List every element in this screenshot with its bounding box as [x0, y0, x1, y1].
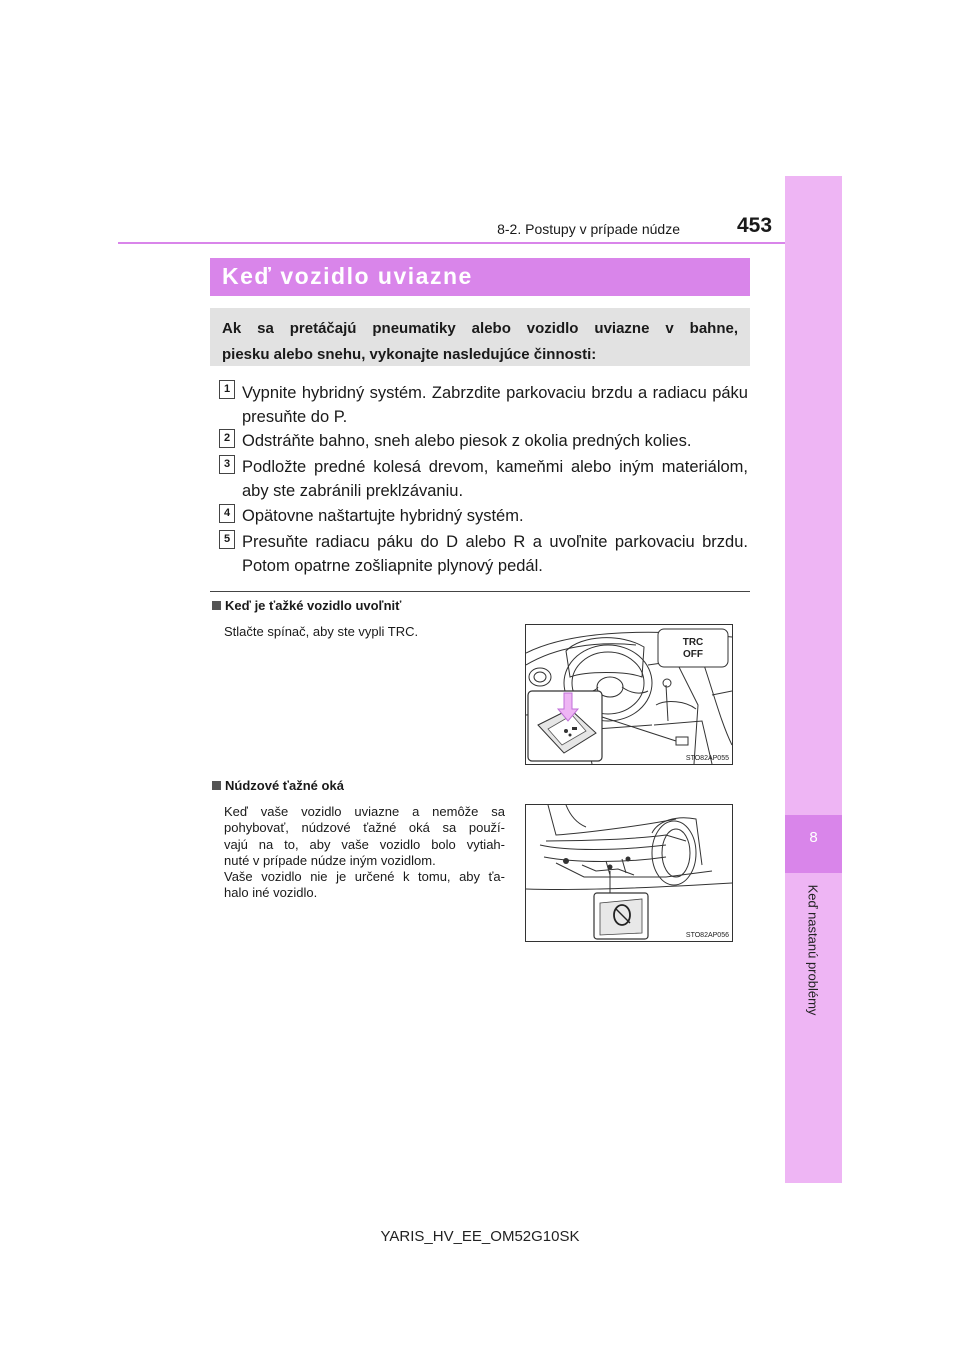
- step-line: Potom opatrne zošliapnite plynový pedál.: [242, 557, 543, 575]
- note-line: nuté v prípade núdze iným vozidlom.: [224, 852, 436, 868]
- trc-off-illustration: [525, 624, 733, 765]
- step-number: 2: [219, 429, 235, 448]
- step-number: 1: [219, 380, 235, 399]
- note-heading-text: Keď je ťažké vozidlo uvoľniť: [225, 598, 402, 613]
- note-heading-text: Núdzové ťažné oká: [225, 778, 344, 793]
- towing-eye-illustration: [525, 804, 733, 942]
- dashboard-drawing: [526, 625, 732, 764]
- step-text: [242, 381, 748, 429]
- car-underside-drawing: [526, 805, 732, 941]
- document-footer: YARIS_HV_EE_OM52G10SK: [380, 1228, 580, 1245]
- chapter-side-tab: [785, 176, 842, 1183]
- step-line: Opätovne naštartujte hybridný systém.: [242, 507, 524, 525]
- bullet-square-icon: [212, 781, 221, 790]
- note-line: vajú na to, aby vaše vozidlo bolo vytiah-: [224, 836, 505, 852]
- step-line: Podložte predné kolesá drevom, kameňmi alebo iným materiálom,: [242, 458, 748, 476]
- intro-box: [210, 308, 750, 366]
- chapter-number: 8: [809, 829, 818, 846]
- step-number: 5: [219, 530, 235, 549]
- step-line: Presuňte radiacu páku do D alebo R a uvoľnite parkovaciu brzdu.: [242, 533, 748, 551]
- note-body: [224, 804, 505, 902]
- section-label: 8-2. Postupy v prípade núdze: [497, 221, 680, 237]
- header-rule: [118, 242, 785, 244]
- chapter-title: Keď nastanú problémy: [805, 884, 821, 1016]
- intro-line: piesku alebo snehu, vykonajte nasledujúce činnosti:: [222, 346, 597, 363]
- page-number: 453: [737, 214, 773, 237]
- section-divider: [210, 591, 750, 592]
- step-number: 3: [219, 455, 235, 474]
- note-heading: [212, 598, 401, 613]
- step-text: [242, 429, 748, 453]
- note-line: halo iné vozidlo.: [224, 885, 318, 901]
- step-line: aby ste zabránili preklzávaniu.: [242, 482, 464, 500]
- step-text: [242, 530, 748, 578]
- step-line: Odstráňte bahno, sneh alebo piesok z okolia predných kolies.: [242, 432, 692, 450]
- step-text: [242, 455, 748, 503]
- note-line: Keď vaše vozidlo uviazne a nemôže sa: [224, 804, 505, 819]
- page-title: Keď vozidlo uviazne: [222, 263, 473, 289]
- figure-code: STO82AP056: [685, 932, 729, 939]
- off-label: OFF: [683, 649, 703, 660]
- step-line: presuňte do P.: [242, 408, 348, 426]
- note-line: pohybovať, núdzové ťažné oká sa použí-: [224, 820, 505, 836]
- intro-line: Ak sa pretáčajú pneumatiky alebo vozidlo uviazne v bahne,: [222, 320, 738, 337]
- step-number: 4: [219, 504, 235, 523]
- note-line: Stlačte spínač, aby ste vypli TRC.: [224, 624, 419, 639]
- step-line: Vypnite hybridný systém. Zabrzdite parkovaciu brzdu a radiacu páku: [242, 384, 748, 402]
- figure-code: STO82AP055: [685, 755, 729, 762]
- note-body: [224, 624, 504, 640]
- trc-label: TRC: [682, 637, 704, 648]
- note-line: Vaše vozidlo nie je určené k tomu, aby ťa-: [224, 869, 505, 885]
- note-heading: [212, 778, 344, 793]
- bullet-square-icon: [212, 601, 221, 610]
- step-text: [242, 504, 748, 528]
